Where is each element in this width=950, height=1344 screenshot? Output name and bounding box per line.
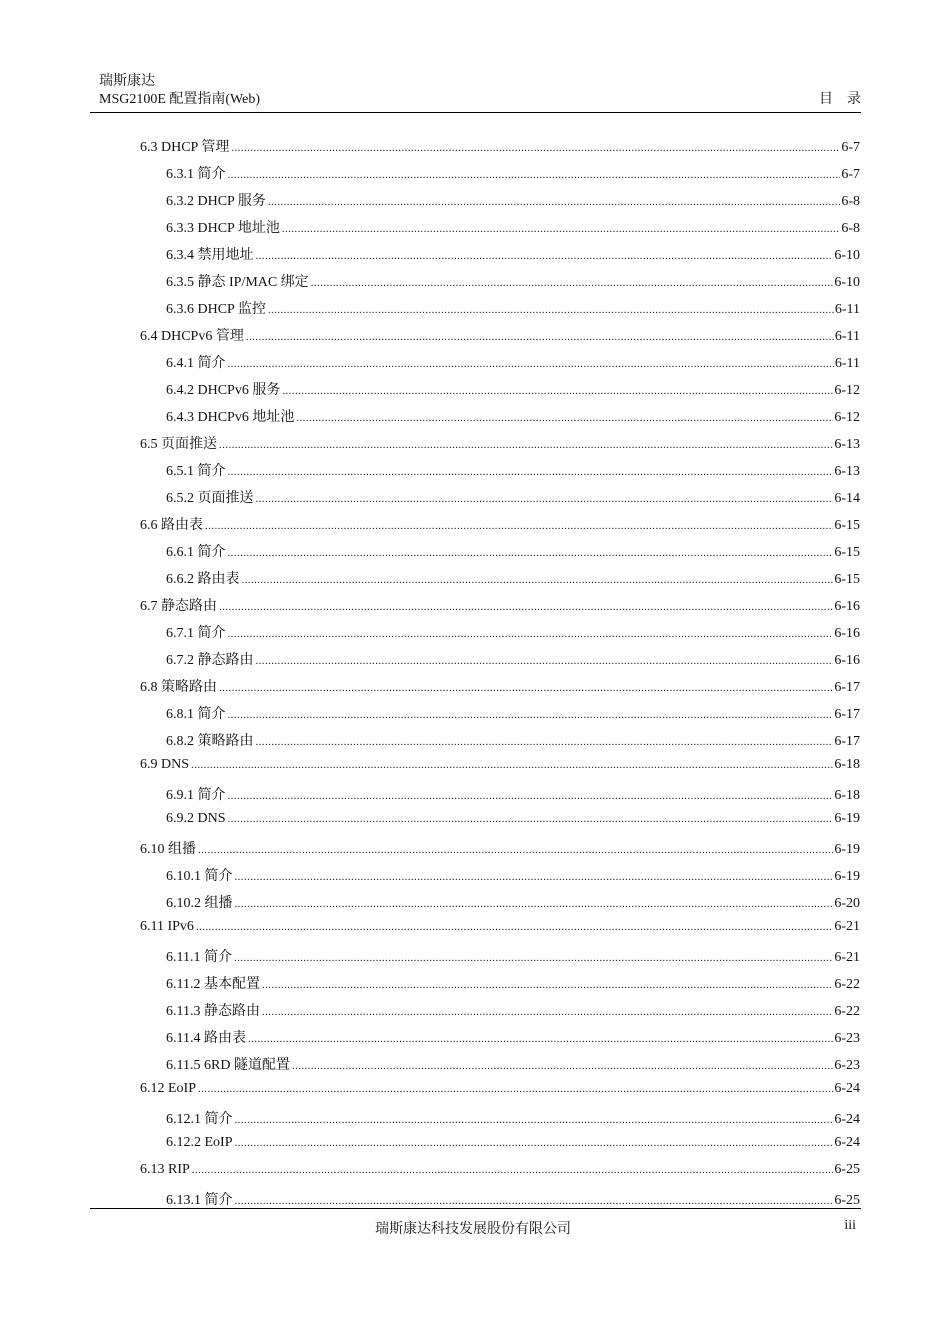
toc-entry-page: 6-21 bbox=[834, 919, 860, 934]
toc-entry[interactable] bbox=[140, 433, 860, 460]
toc-entry-label: 6.12.2 EoIP bbox=[166, 1135, 233, 1150]
toc-entry[interactable] bbox=[140, 1000, 860, 1027]
toc-dot-leader bbox=[235, 898, 834, 910]
toc-entry[interactable] bbox=[140, 190, 860, 217]
toc-entry-label: 6.3.3 DHCP 地址池 bbox=[166, 221, 280, 236]
toc-entry[interactable] bbox=[140, 1081, 860, 1108]
toc-dot-leader bbox=[205, 520, 833, 532]
toc-entry-label: 6.3.4 禁用地址 bbox=[166, 248, 254, 263]
toc-entry[interactable] bbox=[140, 541, 860, 568]
toc-entry-label: 6.9.1 简介 bbox=[166, 788, 226, 803]
toc-entry-page: 6-13 bbox=[834, 464, 860, 479]
toc-entry-label: 6.13.1 简介 bbox=[166, 1193, 233, 1208]
toc-entry[interactable] bbox=[140, 271, 860, 298]
toc-entry-page: 6-19 bbox=[834, 869, 860, 884]
toc-entry-label: 6.8 策略路由 bbox=[140, 680, 217, 695]
toc-entry-page: 6-19 bbox=[834, 811, 860, 826]
header-row bbox=[99, 91, 875, 109]
toc-entry[interactable] bbox=[140, 352, 860, 379]
toc-entry-page: 6-8 bbox=[841, 194, 860, 209]
toc-dot-leader bbox=[228, 169, 841, 181]
toc-dot-leader bbox=[296, 412, 833, 424]
toc-entry-page: 6-11 bbox=[834, 356, 860, 371]
toc-entry[interactable] bbox=[140, 622, 860, 649]
toc-dot-leader bbox=[235, 1114, 834, 1126]
toc-dot-leader bbox=[242, 574, 834, 586]
toc-entry-label: 6.10.1 简介 bbox=[166, 869, 233, 884]
toc-entry[interactable] bbox=[140, 298, 860, 325]
toc-entry[interactable] bbox=[140, 784, 860, 811]
toc-entry-page: 6-18 bbox=[834, 757, 860, 772]
toc-entry-page: 6-14 bbox=[834, 491, 860, 506]
toc-dot-leader bbox=[219, 601, 833, 613]
toc-dot-leader bbox=[262, 979, 833, 991]
toc-entry-page: 6-24 bbox=[834, 1135, 860, 1150]
toc-dot-leader bbox=[192, 1164, 834, 1176]
table-of-contents bbox=[140, 136, 860, 1216]
toc-dot-leader bbox=[191, 759, 833, 771]
toc-entry-page: 6-12 bbox=[834, 410, 860, 425]
toc-entry-page: 6-17 bbox=[834, 707, 860, 722]
toc-dot-leader bbox=[234, 952, 833, 964]
toc-entry-label: 6.3.2 DHCP 服务 bbox=[166, 194, 266, 209]
toc-entry[interactable] bbox=[140, 595, 860, 622]
toc-dot-leader bbox=[256, 736, 834, 748]
header-company: 瑞斯康达 bbox=[99, 74, 155, 89]
toc-entry[interactable] bbox=[140, 811, 860, 838]
toc-entry-page: 6-12 bbox=[834, 383, 860, 398]
toc-entry-label: 6.11.1 简介 bbox=[166, 950, 232, 965]
toc-entry[interactable] bbox=[140, 1027, 860, 1054]
toc-dot-leader bbox=[228, 813, 834, 825]
toc-entry-label: 6.6.1 简介 bbox=[166, 545, 226, 560]
toc-dot-leader bbox=[228, 709, 834, 721]
toc-entry-label: 6.9 DNS bbox=[140, 757, 190, 772]
toc-dot-leader bbox=[311, 277, 834, 289]
toc-dot-leader bbox=[196, 921, 833, 933]
toc-entry[interactable] bbox=[140, 757, 860, 784]
toc-entry-page: 6-10 bbox=[834, 275, 860, 290]
toc-entry-label: 6.4.2 DHCPv6 服务 bbox=[166, 383, 281, 398]
toc-entry-label: 6.3 DHCP 管理 bbox=[140, 140, 230, 155]
toc-entry[interactable] bbox=[140, 1135, 860, 1162]
toc-entry-label: 6.11.5 6RD 隧道配置 bbox=[166, 1058, 290, 1073]
toc-entry[interactable] bbox=[140, 1054, 860, 1081]
toc-entry[interactable] bbox=[140, 730, 860, 757]
toc-entry[interactable] bbox=[140, 649, 860, 676]
toc-entry-label: 6.5 页面推送 bbox=[140, 437, 217, 452]
toc-dot-leader bbox=[262, 1006, 833, 1018]
toc-entry-page: 6-23 bbox=[834, 1058, 860, 1073]
toc-entry-label: 6.4.1 简介 bbox=[166, 356, 226, 371]
section-title: 目录 bbox=[819, 92, 875, 107]
toc-entry[interactable] bbox=[140, 865, 860, 892]
toc-entry-page: 6-15 bbox=[834, 545, 860, 560]
toc-entry-label: 6.12.1 简介 bbox=[166, 1112, 233, 1127]
toc-entry[interactable] bbox=[140, 379, 860, 406]
toc-dot-leader bbox=[256, 493, 834, 505]
toc-dot-leader bbox=[246, 331, 834, 343]
toc-entry-page: 6-25 bbox=[834, 1162, 860, 1177]
toc-entry[interactable] bbox=[140, 1162, 860, 1189]
toc-dot-leader bbox=[248, 1033, 833, 1045]
toc-dot-leader bbox=[228, 790, 834, 802]
toc-dot-leader bbox=[219, 439, 833, 451]
toc-dot-leader bbox=[235, 871, 834, 883]
toc-dot-leader bbox=[235, 1137, 834, 1149]
page-header bbox=[99, 73, 875, 109]
toc-entry[interactable] bbox=[140, 514, 860, 541]
toc-entry-label: 6.10.2 组播 bbox=[166, 896, 233, 911]
toc-entry-label: 6.3.6 DHCP 监控 bbox=[166, 302, 266, 317]
toc-entry[interactable] bbox=[140, 919, 860, 946]
toc-entry[interactable] bbox=[140, 487, 860, 514]
toc-entry[interactable] bbox=[140, 163, 860, 190]
toc-entry-page: 6-20 bbox=[834, 896, 860, 911]
toc-dot-leader bbox=[256, 655, 834, 667]
toc-entry-page: 6-24 bbox=[834, 1081, 860, 1096]
toc-entry-label: 6.3.1 简介 bbox=[166, 167, 226, 182]
toc-entry-page: 6-13 bbox=[834, 437, 860, 452]
document-title: MSG2100E 配置指南(Web) bbox=[99, 92, 261, 107]
toc-entry[interactable] bbox=[140, 406, 860, 433]
toc-entry-page: 6-18 bbox=[834, 788, 860, 803]
toc-dot-leader bbox=[282, 385, 833, 397]
toc-entry[interactable] bbox=[140, 973, 860, 1000]
toc-entry-label: 6.11.3 静态路由 bbox=[166, 1004, 260, 1019]
toc-entry-label: 6.9.2 DNS bbox=[166, 811, 226, 826]
toc-dot-leader bbox=[231, 142, 840, 154]
toc-entry[interactable] bbox=[140, 946, 860, 973]
toc-entry-label: 6.7.1 简介 bbox=[166, 626, 226, 641]
toc-entry-page: 6-10 bbox=[834, 248, 860, 263]
page-footer bbox=[90, 1218, 856, 1238]
toc-dot-leader bbox=[268, 304, 834, 316]
toc-dot-leader bbox=[198, 844, 833, 856]
toc-entry[interactable] bbox=[140, 244, 860, 271]
toc-entry[interactable] bbox=[140, 703, 860, 730]
toc-entry-label: 6.11.4 路由表 bbox=[166, 1031, 246, 1046]
toc-dot-leader bbox=[256, 250, 834, 262]
toc-dot-leader bbox=[292, 1060, 833, 1072]
toc-entry-page: 6-15 bbox=[834, 572, 860, 587]
toc-entry-page: 6-24 bbox=[834, 1112, 860, 1127]
toc-entry-page: 6-16 bbox=[834, 626, 860, 641]
toc-dot-leader bbox=[268, 196, 841, 208]
toc-dot-leader bbox=[228, 466, 834, 478]
toc-entry-label: 6.10 组播 bbox=[140, 842, 196, 857]
toc-entry[interactable] bbox=[140, 460, 860, 487]
toc-entry-label: 6.3.5 静态 IP/MAC 绑定 bbox=[166, 275, 309, 290]
toc-entry-label: 6.6.2 路由表 bbox=[166, 572, 240, 587]
toc-entry-label: 6.5.1 简介 bbox=[166, 464, 226, 479]
toc-dot-leader bbox=[219, 682, 833, 694]
toc-entry-page: 6-23 bbox=[834, 1031, 860, 1046]
toc-entry-page: 6-11 bbox=[834, 329, 860, 344]
toc-dot-leader bbox=[235, 1195, 834, 1207]
toc-entry-label: 6.8.2 策略路由 bbox=[166, 734, 254, 749]
toc-entry-label: 6.7.2 静态路由 bbox=[166, 653, 254, 668]
toc-entry-page: 6-21 bbox=[834, 950, 860, 965]
toc-entry-label: 6.8.1 简介 bbox=[166, 707, 226, 722]
toc-entry-label: 6.7 静态路由 bbox=[140, 599, 217, 614]
toc-entry[interactable] bbox=[140, 1189, 860, 1216]
toc-entry-page: 6-15 bbox=[834, 518, 860, 533]
toc-entry-label: 6.13 RIP bbox=[140, 1162, 190, 1177]
footer-company: 瑞斯康达科技发展股份有限公司 bbox=[375, 1222, 571, 1237]
toc-entry-page: 6-7 bbox=[841, 140, 860, 155]
toc-entry-label: 6.4.3 DHCPv6 地址池 bbox=[166, 410, 295, 425]
toc-entry[interactable] bbox=[140, 838, 860, 865]
toc-entry-page: 6-11 bbox=[834, 302, 860, 317]
toc-entry-label: 6.4 DHCPv6 管理 bbox=[140, 329, 244, 344]
toc-entry-label: 6.12 EoIP bbox=[140, 1081, 196, 1096]
toc-dot-leader bbox=[198, 1083, 833, 1095]
toc-entry-page: 6-16 bbox=[834, 653, 860, 668]
toc-entry-page: 6-19 bbox=[834, 842, 860, 857]
toc-dot-leader bbox=[228, 628, 834, 640]
toc-dot-leader bbox=[228, 547, 834, 559]
toc-entry[interactable] bbox=[140, 136, 860, 163]
toc-entry-page: 6-8 bbox=[841, 221, 860, 236]
toc-entry-label: 6.6 路由表 bbox=[140, 518, 203, 533]
toc-entry[interactable] bbox=[140, 892, 860, 919]
page-number: iii bbox=[844, 1218, 856, 1233]
toc-entry-page: 6-17 bbox=[834, 734, 860, 749]
toc-entry-page: 6-22 bbox=[834, 1004, 860, 1019]
header-divider bbox=[90, 112, 861, 113]
toc-entry-label: 6.5.2 页面推送 bbox=[166, 491, 254, 506]
toc-dot-leader bbox=[228, 358, 834, 370]
toc-entry-page: 6-25 bbox=[834, 1193, 860, 1208]
toc-entry[interactable] bbox=[140, 676, 860, 703]
footer-divider bbox=[90, 1208, 861, 1209]
toc-entry[interactable] bbox=[140, 568, 860, 595]
toc-entry[interactable] bbox=[140, 325, 860, 352]
toc-entry-page: 6-22 bbox=[834, 977, 860, 992]
toc-entry-page: 6-17 bbox=[834, 680, 860, 695]
toc-entry[interactable] bbox=[140, 217, 860, 244]
toc-entry-label: 6.11.2 基本配置 bbox=[166, 977, 260, 992]
toc-entry[interactable] bbox=[140, 1108, 860, 1135]
toc-entry-page: 6-7 bbox=[841, 167, 860, 182]
toc-entry-page: 6-16 bbox=[834, 599, 860, 614]
toc-dot-leader bbox=[282, 223, 841, 235]
toc-entry-label: 6.11 IPv6 bbox=[140, 919, 194, 934]
